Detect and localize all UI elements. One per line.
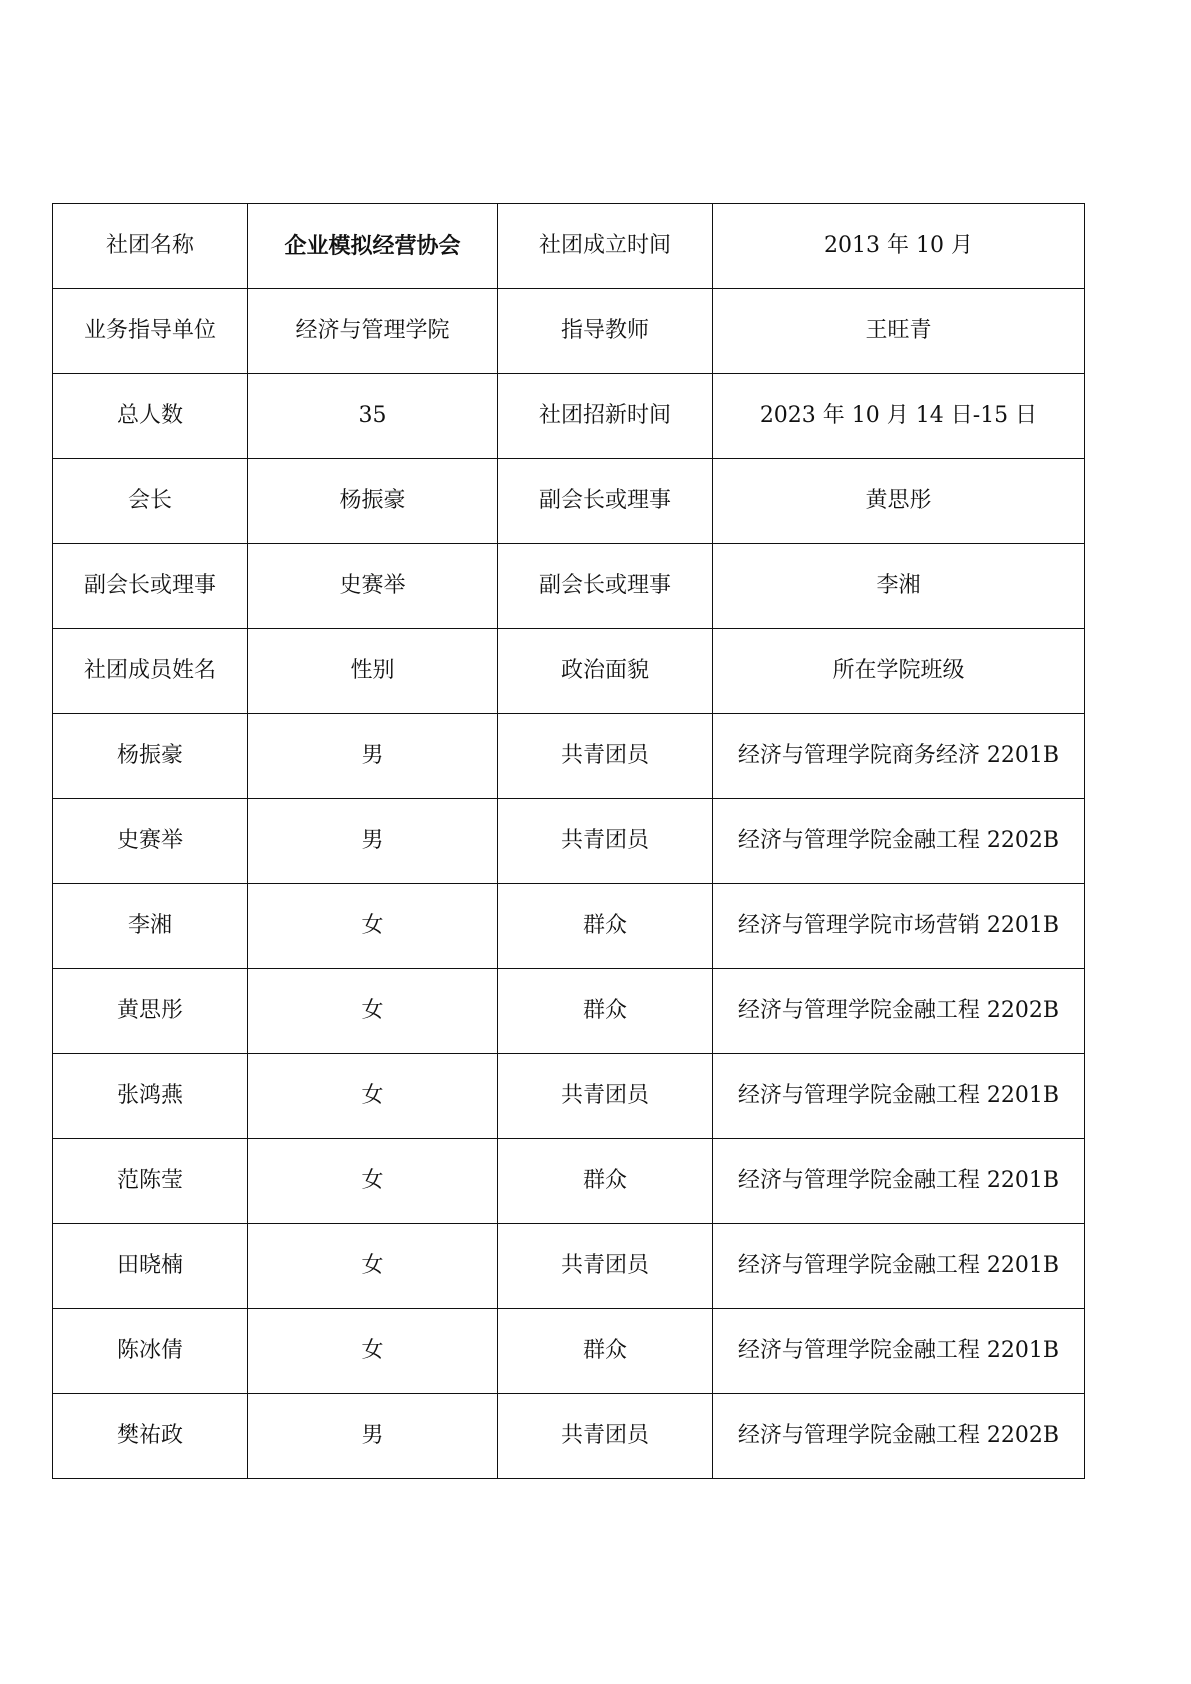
member-name: 田晓楠 (53, 1224, 248, 1309)
club-name-label: 社团名称 (53, 204, 248, 289)
unit-label: 业务指导单位 (53, 289, 248, 374)
club-name-value: 企业模拟经营协会 (248, 204, 498, 289)
member-class: 经济与管理学院市场营销 2201B (713, 884, 1085, 969)
member-political: 共青团员 (498, 799, 713, 884)
member-political: 共青团员 (498, 1224, 713, 1309)
member-gender: 男 (248, 799, 498, 884)
member-row (53, 884, 1085, 969)
member-class: 经济与管理学院金融工程 2201B (713, 1309, 1085, 1394)
member-class: 经济与管理学院商务经济 2201B (713, 714, 1085, 799)
member-row (53, 1224, 1085, 1309)
member-name-header: 社团成员姓名 (53, 629, 248, 714)
member-political: 群众 (498, 1309, 713, 1394)
member-name: 史赛举 (53, 799, 248, 884)
president-value: 杨振豪 (248, 459, 498, 544)
member-gender: 女 (248, 1054, 498, 1139)
member-gender: 女 (248, 969, 498, 1054)
member-row (53, 1139, 1085, 1224)
member-political: 群众 (498, 969, 713, 1054)
member-political: 共青团员 (498, 1054, 713, 1139)
unit-value: 经济与管理学院 (248, 289, 498, 374)
vp-value: 黄思彤 (713, 459, 1085, 544)
member-political: 群众 (498, 1139, 713, 1224)
vp-label: 副会长或理事 (53, 544, 248, 629)
member-class-header: 所在学院班级 (713, 629, 1085, 714)
president-label: 会长 (53, 459, 248, 544)
member-gender: 女 (248, 1139, 498, 1224)
member-row (53, 1394, 1085, 1479)
member-name: 黄思彤 (53, 969, 248, 1054)
member-gender: 女 (248, 1224, 498, 1309)
member-name: 范陈莹 (53, 1139, 248, 1224)
member-name: 杨振豪 (53, 714, 248, 799)
member-gender: 女 (248, 884, 498, 969)
member-row (53, 1309, 1085, 1394)
recruit-label: 社团招新时间 (498, 374, 713, 459)
advisor-label: 指导教师 (498, 289, 713, 374)
table-row (53, 204, 1085, 289)
member-name: 李湘 (53, 884, 248, 969)
founded-value: 2013 年 10 月 (713, 204, 1085, 289)
member-class: 经济与管理学院金融工程 2202B (713, 799, 1085, 884)
member-row (53, 969, 1085, 1054)
recruit-value: 2023 年 10 月 14 日-15 日 (713, 374, 1085, 459)
member-political: 共青团员 (498, 1394, 713, 1479)
member-class: 经济与管理学院金融工程 2201B (713, 1139, 1085, 1224)
member-row (53, 1054, 1085, 1139)
member-row (53, 714, 1085, 799)
member-class: 经济与管理学院金融工程 2201B (713, 1224, 1085, 1309)
total-label: 总人数 (53, 374, 248, 459)
table-row (53, 374, 1085, 459)
vp-label: 副会长或理事 (498, 459, 713, 544)
club-info-table (52, 203, 1085, 1479)
founded-label: 社团成立时间 (498, 204, 713, 289)
member-class: 经济与管理学院金融工程 2201B (713, 1054, 1085, 1139)
vp-value: 李湘 (713, 544, 1085, 629)
member-gender: 男 (248, 714, 498, 799)
vp-label: 副会长或理事 (498, 544, 713, 629)
table-row (53, 289, 1085, 374)
member-class: 经济与管理学院金融工程 2202B (713, 969, 1085, 1054)
member-political: 群众 (498, 884, 713, 969)
member-row (53, 799, 1085, 884)
member-name: 陈冰倩 (53, 1309, 248, 1394)
member-name: 张鸿燕 (53, 1054, 248, 1139)
member-political-header: 政治面貌 (498, 629, 713, 714)
member-name: 樊祐政 (53, 1394, 248, 1479)
member-gender: 女 (248, 1309, 498, 1394)
table-row (53, 544, 1085, 629)
member-political: 共青团员 (498, 714, 713, 799)
member-class: 经济与管理学院金融工程 2202B (713, 1394, 1085, 1479)
member-gender: 男 (248, 1394, 498, 1479)
vp-value: 史赛举 (248, 544, 498, 629)
members-header-row (53, 629, 1085, 714)
table-row (53, 459, 1085, 544)
member-gender-header: 性别 (248, 629, 498, 714)
total-value: 35 (248, 374, 498, 459)
advisor-value: 王旺青 (713, 289, 1085, 374)
